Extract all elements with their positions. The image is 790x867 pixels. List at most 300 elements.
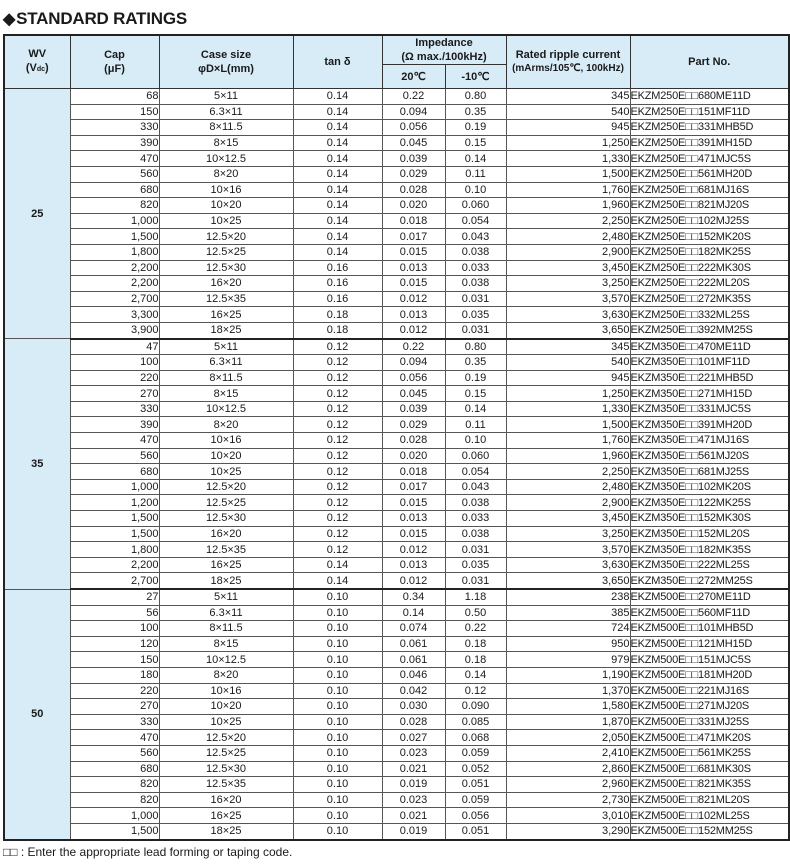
z20-cell: 0.34 <box>382 589 445 605</box>
zm10-cell: 0.10 <box>445 182 506 198</box>
wv-cell: 35 <box>4 339 70 590</box>
cap-cell: 3,300 <box>70 307 159 323</box>
cap-cell: 220 <box>70 370 159 386</box>
zm10-cell: 0.033 <box>445 260 506 276</box>
case-cell: 16×20 <box>159 792 293 808</box>
table-row <box>4 777 789 793</box>
tan-cell: 0.10 <box>293 808 382 824</box>
cap-cell: 100 <box>70 355 159 371</box>
cap-cell: 150 <box>70 652 159 668</box>
zm10-cell: 0.054 <box>445 464 506 480</box>
standard-ratings-table <box>3 34 790 841</box>
tan-cell: 0.10 <box>293 823 382 839</box>
ripple-cell: 3,570 <box>506 542 630 558</box>
zm10-cell: 0.056 <box>445 808 506 824</box>
table-row <box>4 355 789 371</box>
part-cell: EKZM500E□□151MJC5S <box>630 652 789 668</box>
z20-cell: 0.013 <box>382 511 445 527</box>
zm10-cell: 0.18 <box>445 636 506 652</box>
part-cell: EKZM250E□□272MK35S <box>630 291 789 307</box>
z20-cell: 0.018 <box>382 213 445 229</box>
header-ripple-label: Rated ripple current <box>515 49 621 61</box>
table-row <box>4 730 789 746</box>
case-cell: 10×12.5 <box>159 652 293 668</box>
part-cell: EKZM500E□□181MH20D <box>630 667 789 683</box>
wv-cell: 25 <box>4 89 70 339</box>
ripple-cell: 724 <box>506 621 630 637</box>
tan-cell: 0.14 <box>293 89 382 105</box>
z20-cell: 0.094 <box>382 104 445 120</box>
tan-cell: 0.14 <box>293 104 382 120</box>
table-row <box>4 89 789 105</box>
z20-cell: 0.020 <box>382 448 445 464</box>
cap-cell: 680 <box>70 464 159 480</box>
part-cell: EKZM350E□□471MJ16S <box>630 433 789 449</box>
table-row <box>4 339 789 355</box>
tan-cell: 0.10 <box>293 761 382 777</box>
z20-cell: 0.023 <box>382 745 445 761</box>
zm10-cell: 0.031 <box>445 573 506 589</box>
tan-cell: 0.10 <box>293 792 382 808</box>
part-cell: EKZM500E□□821ML20S <box>630 792 789 808</box>
case-cell: 12.5×35 <box>159 291 293 307</box>
cap-cell: 120 <box>70 636 159 652</box>
zm10-cell: 0.052 <box>445 761 506 777</box>
page-title <box>3 9 187 30</box>
part-cell: EKZM500E□□221MJ16S <box>630 683 789 699</box>
table-row <box>4 526 789 542</box>
z20-cell: 0.029 <box>382 417 445 433</box>
case-cell: 16×20 <box>159 276 293 292</box>
case-cell: 8×20 <box>159 166 293 182</box>
zm10-cell: 0.19 <box>445 120 506 136</box>
tan-cell: 0.14 <box>293 557 382 573</box>
case-cell: 18×25 <box>159 823 293 839</box>
ripple-cell: 3,250 <box>506 526 630 542</box>
part-cell: EKZM250E□□821MJ20S <box>630 198 789 214</box>
case-cell: 6.3×11 <box>159 104 293 120</box>
z20-cell: 0.045 <box>382 135 445 151</box>
case-cell: 8×11.5 <box>159 370 293 386</box>
tan-cell: 0.10 <box>293 589 382 605</box>
part-cell: EKZM350E□□331MJC5S <box>630 401 789 417</box>
z20-cell: 0.019 <box>382 823 445 839</box>
z20-cell: 0.021 <box>382 808 445 824</box>
cap-cell: 68 <box>70 89 159 105</box>
cap-cell: 2,700 <box>70 573 159 589</box>
case-cell: 6.3×11 <box>159 605 293 621</box>
tan-cell: 0.10 <box>293 667 382 683</box>
tan-cell: 0.12 <box>293 355 382 371</box>
case-cell: 8×15 <box>159 135 293 151</box>
header-cap-label: Cap <box>104 49 125 61</box>
tan-cell: 0.12 <box>293 401 382 417</box>
ripple-cell: 2,960 <box>506 777 630 793</box>
cap-cell: 820 <box>70 777 159 793</box>
cap-cell: 220 <box>70 683 159 699</box>
cap-cell: 2,700 <box>70 291 159 307</box>
z20-cell: 0.042 <box>382 683 445 699</box>
ripple-cell: 1,330 <box>506 401 630 417</box>
table-row <box>4 182 789 198</box>
zm10-cell: 0.085 <box>445 714 506 730</box>
cap-cell: 820 <box>70 198 159 214</box>
zm10-cell: 0.038 <box>445 244 506 260</box>
table-row <box>4 699 789 715</box>
part-cell: EKZM500E□□271MJ20S <box>630 699 789 715</box>
case-cell: 10×16 <box>159 683 293 699</box>
ripple-cell: 2,480 <box>506 229 630 245</box>
cap-cell: 1,500 <box>70 526 159 542</box>
case-cell: 12.5×30 <box>159 761 293 777</box>
zm10-cell: 0.11 <box>445 417 506 433</box>
table-row <box>4 479 789 495</box>
z20-cell: 0.021 <box>382 761 445 777</box>
cap-cell: 47 <box>70 339 159 355</box>
table-row <box>4 198 789 214</box>
zm10-cell: 0.80 <box>445 89 506 105</box>
table-row <box>4 260 789 276</box>
ripple-cell: 2,900 <box>506 244 630 260</box>
zm10-cell: 0.059 <box>445 792 506 808</box>
case-cell: 12.5×25 <box>159 745 293 761</box>
table-row <box>4 291 789 307</box>
zm10-cell: 0.035 <box>445 307 506 323</box>
header-z20: 20℃ <box>382 65 445 89</box>
header-ripple-unit: (mArms/105℃, 100kHz) <box>512 63 624 74</box>
part-cell: EKZM500E□□102ML25S <box>630 808 789 824</box>
table-row <box>4 433 789 449</box>
cap-cell: 1,500 <box>70 229 159 245</box>
cap-cell: 1,800 <box>70 244 159 260</box>
case-cell: 16×25 <box>159 307 293 323</box>
part-cell: EKZM500E□□101MHB5D <box>630 621 789 637</box>
zm10-cell: 0.18 <box>445 652 506 668</box>
case-cell: 8×11.5 <box>159 621 293 637</box>
case-cell: 10×20 <box>159 699 293 715</box>
tan-cell: 0.16 <box>293 260 382 276</box>
z20-cell: 0.023 <box>382 792 445 808</box>
tan-cell: 0.10 <box>293 714 382 730</box>
ripple-cell: 1,760 <box>506 433 630 449</box>
case-cell: 5×11 <box>159 339 293 355</box>
z20-cell: 0.22 <box>382 89 445 105</box>
tan-cell: 0.12 <box>293 433 382 449</box>
case-cell: 18×25 <box>159 573 293 589</box>
part-cell: EKZM250E□□222MK30S <box>630 260 789 276</box>
ripple-cell: 1,960 <box>506 448 630 464</box>
ripple-cell: 3,650 <box>506 322 630 338</box>
table-row <box>4 683 789 699</box>
cap-cell: 1,800 <box>70 542 159 558</box>
table-row <box>4 823 789 839</box>
cap-cell: 560 <box>70 448 159 464</box>
cap-cell: 1,500 <box>70 823 159 839</box>
cap-cell: 560 <box>70 745 159 761</box>
zm10-cell: 0.15 <box>445 135 506 151</box>
part-cell: EKZM500E□□471MK20S <box>630 730 789 746</box>
part-cell: EKZM350E□□222ML25S <box>630 557 789 573</box>
ripple-cell: 1,760 <box>506 182 630 198</box>
table-row <box>4 511 789 527</box>
tan-cell: 0.14 <box>293 151 382 167</box>
table-row <box>4 322 789 338</box>
header-part-no: Part No. <box>630 35 789 89</box>
ripple-cell: 2,900 <box>506 495 630 511</box>
zm10-cell: 0.060 <box>445 198 506 214</box>
ripple-cell: 3,250 <box>506 276 630 292</box>
part-cell: EKZM250E□□222ML20S <box>630 276 789 292</box>
case-cell: 6.3×11 <box>159 355 293 371</box>
title-text: STANDARD RATINGS <box>16 9 187 28</box>
ripple-cell: 3,450 <box>506 260 630 276</box>
table-row <box>4 621 789 637</box>
part-cell: EKZM250E□□680ME11D <box>630 89 789 105</box>
tan-cell: 0.12 <box>293 479 382 495</box>
zm10-cell: 0.031 <box>445 542 506 558</box>
ripple-cell: 1,960 <box>506 198 630 214</box>
case-cell: 10×12.5 <box>159 151 293 167</box>
ripple-cell: 1,500 <box>506 166 630 182</box>
table-row <box>4 808 789 824</box>
zm10-cell: 0.051 <box>445 823 506 839</box>
zm10-cell: 0.14 <box>445 401 506 417</box>
tan-cell: 0.14 <box>293 244 382 260</box>
case-cell: 12.5×20 <box>159 229 293 245</box>
z20-cell: 0.030 <box>382 699 445 715</box>
part-cell: EKZM350E□□272MM25S <box>630 573 789 589</box>
ripple-cell: 385 <box>506 605 630 621</box>
tan-cell: 0.12 <box>293 511 382 527</box>
header-impedance-label: Impedance <box>415 37 473 49</box>
table-row <box>4 761 789 777</box>
tan-cell: 0.10 <box>293 730 382 746</box>
case-cell: 12.5×20 <box>159 479 293 495</box>
header-wv-label: WV <box>28 48 47 60</box>
part-cell: EKZM250E□□392MM25S <box>630 322 789 338</box>
part-cell: EKZM500E□□681MK30S <box>630 761 789 777</box>
zm10-cell: 0.031 <box>445 322 506 338</box>
header-zm10: -10℃ <box>445 65 506 89</box>
header-wv <box>4 35 70 89</box>
z20-cell: 0.012 <box>382 573 445 589</box>
z20-cell: 0.22 <box>382 339 445 355</box>
cap-cell: 100 <box>70 621 159 637</box>
case-cell: 10×12.5 <box>159 401 293 417</box>
tan-cell: 0.14 <box>293 573 382 589</box>
case-cell: 8×20 <box>159 667 293 683</box>
zm10-cell: 1.18 <box>445 589 506 605</box>
table-row <box>4 166 789 182</box>
table-row <box>4 464 789 480</box>
zm10-cell: 0.15 <box>445 386 506 402</box>
tan-cell: 0.12 <box>293 495 382 511</box>
cap-cell: 330 <box>70 401 159 417</box>
table-row <box>4 557 789 573</box>
tan-cell: 0.10 <box>293 652 382 668</box>
part-cell: EKZM250E□□471MJC5S <box>630 151 789 167</box>
tan-cell: 0.14 <box>293 198 382 214</box>
cap-cell: 270 <box>70 699 159 715</box>
cap-cell: 150 <box>70 104 159 120</box>
cap-cell: 27 <box>70 589 159 605</box>
z20-cell: 0.027 <box>382 730 445 746</box>
table-row <box>4 636 789 652</box>
z20-cell: 0.018 <box>382 464 445 480</box>
part-cell: EKZM500E□□331MJ25S <box>630 714 789 730</box>
case-cell: 10×25 <box>159 213 293 229</box>
cap-cell: 2,200 <box>70 557 159 573</box>
z20-cell: 0.019 <box>382 777 445 793</box>
zm10-cell: 0.80 <box>445 339 506 355</box>
tan-cell: 0.10 <box>293 621 382 637</box>
zm10-cell: 0.038 <box>445 495 506 511</box>
cap-cell: 820 <box>70 792 159 808</box>
z20-cell: 0.012 <box>382 542 445 558</box>
ripple-cell: 2,250 <box>506 213 630 229</box>
header-case-size <box>159 35 293 89</box>
part-cell: EKZM350E□□221MHB5D <box>630 370 789 386</box>
z20-cell: 0.012 <box>382 291 445 307</box>
ripple-cell: 1,330 <box>506 151 630 167</box>
ripple-cell: 3,290 <box>506 823 630 839</box>
case-cell: 12.5×30 <box>159 511 293 527</box>
header-case-unit: φD×L(mm) <box>198 63 254 75</box>
case-cell: 10×16 <box>159 182 293 198</box>
table-row <box>4 448 789 464</box>
header-tan-delta: tan δ <box>293 35 382 89</box>
tan-cell: 0.14 <box>293 120 382 136</box>
z20-cell: 0.045 <box>382 386 445 402</box>
cap-cell: 470 <box>70 730 159 746</box>
z20-cell: 0.015 <box>382 526 445 542</box>
part-cell: EKZM350E□□122MK25S <box>630 495 789 511</box>
tan-cell: 0.18 <box>293 307 382 323</box>
wv-cell: 50 <box>4 589 70 840</box>
case-cell: 10×16 <box>159 433 293 449</box>
case-cell: 16×20 <box>159 526 293 542</box>
ripple-cell: 3,570 <box>506 291 630 307</box>
header-case-label: Case size <box>200 49 252 61</box>
cap-cell: 1,200 <box>70 495 159 511</box>
table-row <box>4 386 789 402</box>
ripple-cell: 540 <box>506 104 630 120</box>
cap-cell: 390 <box>70 135 159 151</box>
ratings-body <box>4 89 789 840</box>
case-cell: 8×15 <box>159 386 293 402</box>
part-cell: EKZM250E□□331MHB5D <box>630 120 789 136</box>
case-cell: 10×20 <box>159 198 293 214</box>
zm10-cell: 0.14 <box>445 151 506 167</box>
z20-cell: 0.013 <box>382 260 445 276</box>
tan-cell: 0.12 <box>293 417 382 433</box>
ripple-cell: 2,250 <box>506 464 630 480</box>
cap-cell: 3,900 <box>70 322 159 338</box>
tan-cell: 0.12 <box>293 448 382 464</box>
header-impedance-unit: (Ω max./100kHz) <box>401 51 487 63</box>
table-row <box>4 745 789 761</box>
table-row <box>4 714 789 730</box>
ripple-cell: 1,370 <box>506 683 630 699</box>
z20-cell: 0.015 <box>382 244 445 260</box>
ripple-cell: 950 <box>506 636 630 652</box>
table-row <box>4 542 789 558</box>
part-cell: EKZM350E□□391MH20D <box>630 417 789 433</box>
ripple-cell: 238 <box>506 589 630 605</box>
case-cell: 12.5×25 <box>159 244 293 260</box>
cap-cell: 1,000 <box>70 479 159 495</box>
tan-cell: 0.18 <box>293 322 382 338</box>
z20-cell: 0.061 <box>382 652 445 668</box>
part-cell: EKZM350E□□152MK30S <box>630 511 789 527</box>
tan-cell: 0.12 <box>293 542 382 558</box>
z20-cell: 0.012 <box>382 322 445 338</box>
tan-cell: 0.14 <box>293 213 382 229</box>
cap-cell: 1,000 <box>70 808 159 824</box>
ripple-cell: 1,870 <box>506 714 630 730</box>
part-cell: EKZM250E□□182MK25S <box>630 244 789 260</box>
z20-cell: 0.14 <box>382 605 445 621</box>
table-row <box>4 244 789 260</box>
table-row <box>4 151 789 167</box>
z20-cell: 0.028 <box>382 433 445 449</box>
case-cell: 10×20 <box>159 448 293 464</box>
zm10-cell: 0.10 <box>445 433 506 449</box>
ripple-cell: 979 <box>506 652 630 668</box>
part-cell: EKZM350E□□271MH15D <box>630 386 789 402</box>
table-row <box>4 401 789 417</box>
z20-cell: 0.046 <box>382 667 445 683</box>
cap-cell: 680 <box>70 182 159 198</box>
case-cell: 12.5×20 <box>159 730 293 746</box>
table-row <box>4 370 789 386</box>
cap-cell: 2,200 <box>70 276 159 292</box>
case-cell: 8×15 <box>159 636 293 652</box>
tan-cell: 0.10 <box>293 777 382 793</box>
ripple-cell: 1,500 <box>506 417 630 433</box>
case-cell: 10×25 <box>159 714 293 730</box>
zm10-cell: 0.35 <box>445 104 506 120</box>
ripple-cell: 3,010 <box>506 808 630 824</box>
case-cell: 8×11.5 <box>159 120 293 136</box>
ripple-cell: 2,050 <box>506 730 630 746</box>
ripple-cell: 3,450 <box>506 511 630 527</box>
z20-cell: 0.056 <box>382 120 445 136</box>
z20-cell: 0.028 <box>382 182 445 198</box>
zm10-cell: 0.090 <box>445 699 506 715</box>
footnote: □□ : Enter the appropriate lead forming or taping code. <box>3 845 293 859</box>
cap-cell: 270 <box>70 386 159 402</box>
table-row <box>4 792 789 808</box>
zm10-cell: 0.11 <box>445 166 506 182</box>
z20-cell: 0.074 <box>382 621 445 637</box>
cap-cell: 180 <box>70 667 159 683</box>
table-row <box>4 652 789 668</box>
zm10-cell: 0.060 <box>445 448 506 464</box>
zm10-cell: 0.038 <box>445 276 506 292</box>
tan-cell: 0.12 <box>293 386 382 402</box>
ripple-cell: 345 <box>506 339 630 355</box>
header-wv-unit: (Vdc) <box>25 62 49 74</box>
part-cell: EKZM500E□□560MF11D <box>630 605 789 621</box>
zm10-cell: 0.35 <box>445 355 506 371</box>
ripple-cell: 2,480 <box>506 479 630 495</box>
z20-cell: 0.028 <box>382 714 445 730</box>
table-row <box>4 276 789 292</box>
header-impedance <box>382 35 506 65</box>
part-cell: EKZM250E□□681MJ16S <box>630 182 789 198</box>
ripple-cell: 1,190 <box>506 667 630 683</box>
